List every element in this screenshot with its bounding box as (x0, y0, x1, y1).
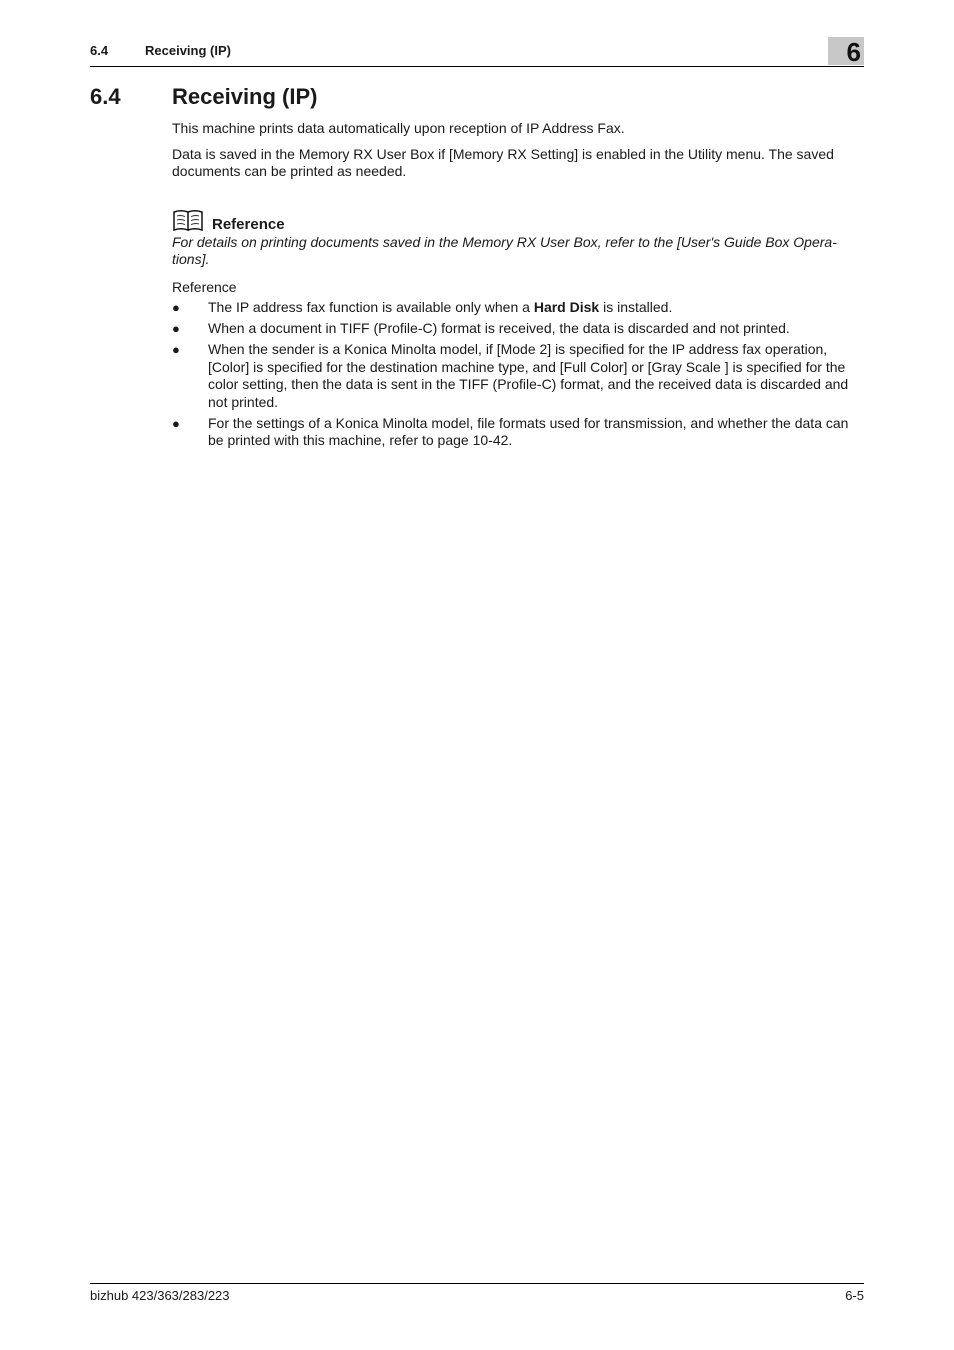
list-item (172, 299, 864, 317)
reference-header (172, 209, 864, 233)
list-item-text: When a document in TIFF (Profile-C) format is received, the data is discarded and not printed. (208, 320, 790, 336)
bullet-icon: ● (172, 415, 180, 431)
reference-text: For details on printing documents saved in the Memory RX User Box, refer to the [User's Guide Box Opera-tions]. (172, 233, 837, 267)
bullet-icon: ● (172, 342, 180, 357)
heading-number: 6.4 (90, 84, 121, 109)
list-item-text-start: The IP address fax function is available only when a (208, 299, 534, 315)
bullet-icon: ● (172, 300, 180, 315)
footer-page-number: 6-5 (845, 1288, 864, 1303)
list-item-bold-term: Hard Disk (533, 299, 600, 315)
intro-paragraph-2: Data is saved in the Memory RX User Box if [Memory RX Setting] is enabled in the Utility menu. The saved documents can be printed as needed. (172, 145, 834, 179)
list-item-text: For the settings of a Konica Minolta model, file formats used for transmission, and whether the data can be printed with this machine, refer to page 10-42. (208, 414, 849, 448)
page-footer (90, 1283, 864, 1306)
intro-paragraph-1: This machine prints data automatically upon reception of IP Address Fax. (172, 120, 625, 136)
list-item (172, 341, 864, 411)
list-item (172, 415, 864, 450)
bullet-icon: ● (172, 321, 180, 336)
page-header (90, 37, 864, 67)
header-section-title: Receiving (IP) (145, 43, 231, 58)
list-item-text-end: is installed. (599, 299, 673, 315)
chapter-number: 6 (846, 37, 861, 67)
reference-label: Reference (212, 215, 285, 233)
footer-model: bizhub 423/363/283/223 (90, 1288, 230, 1303)
book-icon (172, 209, 206, 233)
heading-title: Receiving (IP) (172, 84, 318, 109)
list-item-text: When the sender is a Konica Minolta model, if [Mode 2] is specified for the IP address fax operation, [Color] is specified for the destination machine type, and [Full Color] or [Gray Scale ] is specified for the color setting, then the data is sent in the TIFF (Profile-C) format, and the received data is discarded and not printed. (208, 341, 849, 410)
bullet-list (172, 299, 864, 450)
reference-subheading: Reference (172, 278, 237, 295)
list-item (172, 320, 864, 338)
header-section-number: 6.4 (90, 43, 109, 58)
main-content (172, 120, 864, 453)
chapter-tab (828, 37, 864, 65)
